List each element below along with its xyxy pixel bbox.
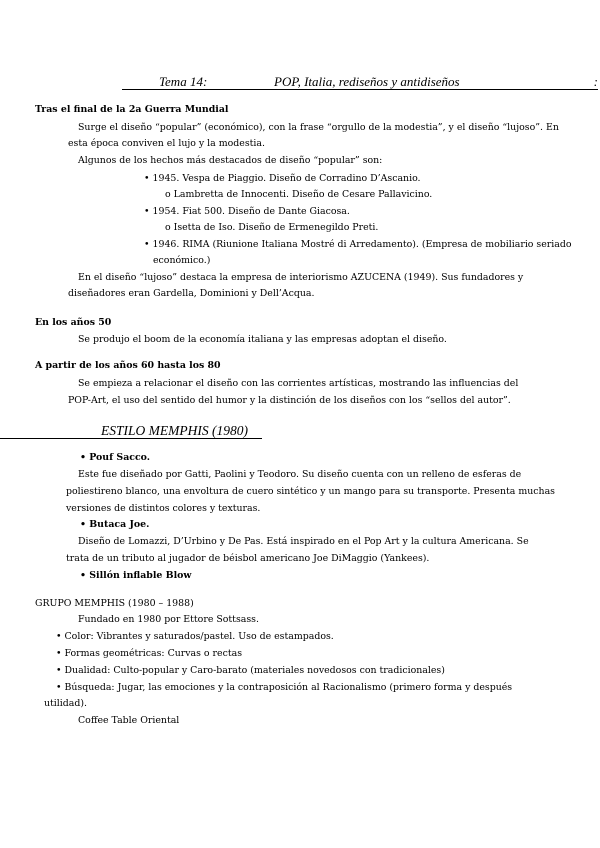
paragraph-line: Surge el diseño “popular” (económico), con la frase “orgullo de la modestia”, y el diseño “lujoso”. En [78,122,559,133]
memphis-style-title [0,423,262,439]
item-title-pouf: • Pouf Sacco. [80,452,151,463]
paragraph-line: esta época conviven el lujo y la modestia. [68,138,265,149]
sub-list-item: o Isetta de Iso. Diseño de Ermenegildo Preti. [165,222,379,233]
paragraph-line: Este fue diseñado por Gatti, Paolini y Teodoro. Su diseño cuenta con un relleno de esferas de [78,469,522,480]
paragraph-line: poliestireno blanco, una envoltura de cuero sintético y un mango para su transporte. Presenta muchas [66,486,555,497]
paragraph-line: Diseño de Lomazzi, D’Urbino y De Pas. Está inspirado en el Pop Art y la cultura Americana. Se [78,536,529,547]
list-item: • Formas geométricas: Curvas o rectas [56,648,243,659]
list-item: • Color: Vibrantes y saturados/pastel. Uso de estampados. [56,631,334,642]
list-item: • Dualidad: Culto-popular y Caro-barato (materiales novedosos con tradicionales) [56,665,445,676]
list-item: • 1954. Fiat 500. Diseño de Dante Giacosa. [144,206,350,217]
topic-heading: POP, Italia, rediseños y antidiseños [274,74,460,89]
paragraph-line: Se empieza a relacionar el diseño con las corrientes artísticas, mostrando las influencias del [78,378,519,389]
memphis-style-title-text: ESTILO MEMPHIS (1980) [101,423,248,438]
paragraph-line: Coffee Table Oriental [78,715,180,726]
section-heading-50s: En los años 50 [35,317,112,328]
paragraph-line: diseñadores eran Gardella, Dominioni y Dell’Acqua. [68,288,315,299]
paragraph-line: trata de un tributo al jugador de béisbol americano Joe DiMaggio (Yankees). [66,553,430,564]
section-heading-postwar: Tras el final de la 2a Guerra Mundial [35,104,229,115]
sub-list-item: o Lambretta de Innocenti. Diseño de Cesare Pallavicino. [165,189,433,200]
list-item: • Búsqueda: Jugar, las emociones y la contraposición al Racionalismo (primero forma y después [56,682,513,693]
title-suffix: : [593,74,598,89]
paragraph-line: versiones de distintos colores y texturas. [66,503,261,514]
paragraph-line: Algunos de los hechos más destacados de diseño “popular” son: [78,155,383,166]
item-title-sillon: • Sillón inflable Blow [80,570,192,581]
paragraph-line: En el diseño “lujoso” destaca la empresa de interiorismo AZUCENA (1949). Sus fundadores y [78,272,524,283]
section-heading-60s-80s: A partir de los años 60 hasta los 80 [35,360,221,371]
document-title [122,75,598,90]
list-item-continuation: utilidad). [44,698,88,709]
paragraph-line: POP-Art, el uso del sentido del humor y la distinción de los diseños con los “sellos del autor”. [68,395,511,406]
list-item: • 1945. Vespa de Piaggio. Diseño de Corradino D’Ascanio. [144,173,421,184]
item-title-butaca: • Butaca Joe. [80,519,150,530]
paragraph-line: Fundado en 1980 por Ettore Sottsass. [78,614,259,625]
topic-number: Tema 14: [159,74,208,89]
section-heading-grupo-memphis: GRUPO MEMPHIS (1980 – 1988) [35,598,194,609]
list-item: • 1946. RIMA (Riunione Italiana Mostré di Arredamento). (Empresa de mobiliario seriado [144,239,572,250]
paragraph-line: Se produjo el boom de la economía italiana y las empresas adoptan el diseño. [78,334,447,345]
list-item-continuation: económico.) [153,255,211,266]
